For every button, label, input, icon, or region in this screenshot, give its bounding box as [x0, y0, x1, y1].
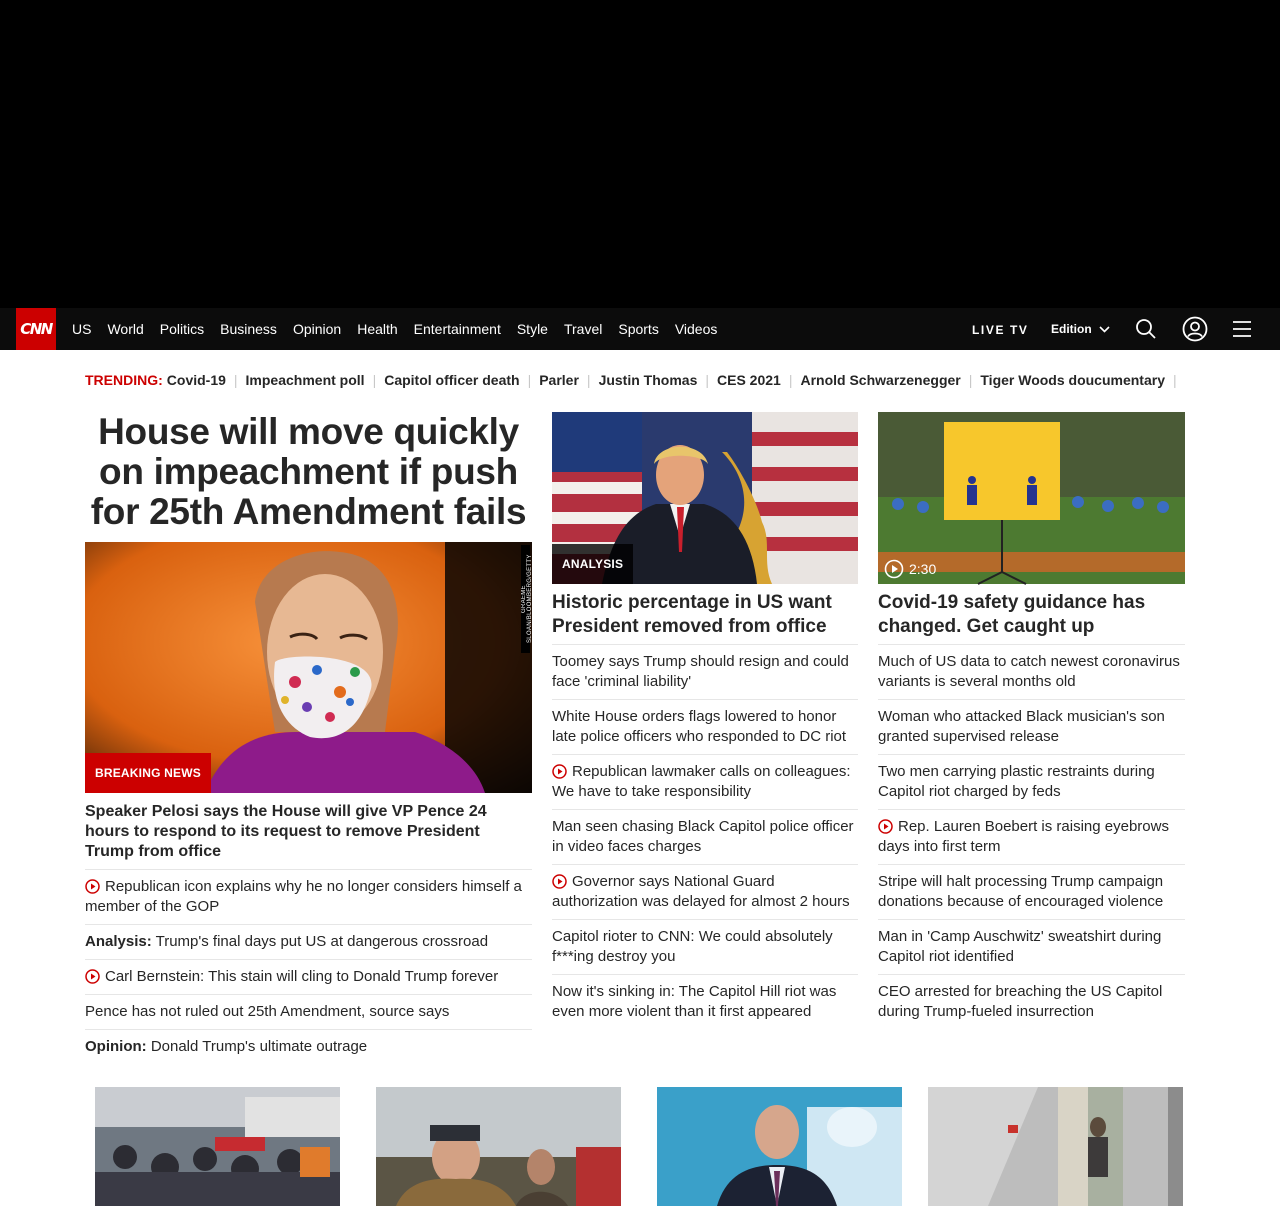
story-text: [878, 762, 1185, 802]
trending-separator: |: [1173, 372, 1177, 388]
story-headline: Governor says National Guard authorization was delayed for almost 2 hours: [552, 873, 850, 910]
story-text: [878, 927, 1185, 967]
lead-column: [85, 411, 539, 1064]
video-duration: [884, 559, 936, 579]
trending-separator: |: [968, 372, 973, 388]
nav-link-politics[interactable]: Politics: [159, 321, 205, 337]
story-text: [85, 1002, 532, 1022]
trending-item[interactable]: Impeachment poll: [245, 372, 365, 388]
story-text: [85, 877, 532, 917]
story-headline: Republican lawmaker calls on colleagues: We have to take responsibility: [552, 763, 851, 800]
story-link[interactable]: [878, 645, 1185, 700]
trending-item[interactable]: CES 2021: [717, 372, 781, 388]
analysis-story-list: [552, 645, 858, 1029]
story-link[interactable]: [552, 700, 858, 755]
story-link[interactable]: [85, 995, 532, 1030]
story-link[interactable]: [552, 975, 858, 1029]
trump-analysis-image[interactable]: [552, 412, 858, 584]
story-text: [552, 762, 858, 802]
story-link[interactable]: [878, 810, 1185, 865]
lead-story-list: [85, 870, 532, 1064]
story-link[interactable]: [85, 1030, 532, 1064]
trending-separator: |: [586, 372, 591, 388]
video-play-icon: [552, 874, 567, 889]
story-link[interactable]: [878, 700, 1185, 755]
story-text: [552, 872, 858, 912]
analysis-headline[interactable]: Historic percentage in US want President removed from office: [552, 584, 858, 645]
covid-story-list: [878, 645, 1185, 1029]
analysis-badge: ANALYSIS: [552, 544, 633, 584]
story-link[interactable]: [878, 755, 1185, 810]
story-headline: Pence has not ruled out 25th Amendment, source says: [85, 1003, 450, 1020]
trending-item[interactable]: Covid-19: [166, 372, 226, 388]
story-headline: Two men carrying plastic restraints during Capitol riot charged by feds: [878, 763, 1155, 800]
story-headline: Rep. Lauren Boebert is raising eyebrows days into first term: [878, 818, 1169, 855]
story-headline: Stripe will halt processing Trump campaign donations because of encouraged violence: [878, 873, 1164, 910]
nav-link-entertainment[interactable]: Entertainment: [413, 321, 501, 337]
story-headline: Donald Trump's ultimate outrage: [146, 1038, 368, 1055]
story-kicker: Analysis:: [85, 933, 152, 950]
story-link[interactable]: [85, 925, 532, 960]
story-headline: Trump's final days put US at dangerous crossroad: [151, 933, 489, 950]
edition-selector[interactable]: [1051, 308, 1110, 350]
story-text: [552, 652, 858, 692]
trending-item[interactable]: Capitol officer death: [384, 372, 520, 388]
capitol-rioter-thumbnail[interactable]: [376, 1087, 621, 1206]
story-kicker: Opinion:: [85, 1038, 147, 1055]
video-play-icon: [878, 819, 893, 834]
story-link[interactable]: [878, 975, 1185, 1029]
nav-link-health[interactable]: Health: [357, 321, 398, 337]
menu-icon[interactable]: [1231, 317, 1255, 341]
live-tv-link[interactable]: LIVE TV: [972, 323, 1029, 337]
story-headline: Capitol rioter to CNN: We could absolutely f***ing destroy you: [552, 928, 833, 965]
story-text: [85, 1037, 532, 1057]
story-headline: White House orders flags lowered to honor late police officers who responded to DC riot: [552, 708, 847, 745]
story-text: [878, 982, 1185, 1022]
analysis-column: [552, 412, 858, 1029]
story-headline: Much of US data to catch newest coronavirus variants is several months old: [878, 653, 1180, 690]
jake-tapper-thumbnail[interactable]: [657, 1087, 902, 1206]
covid-column: [878, 412, 1185, 1029]
cnn-logo[interactable]: CNN: [16, 308, 56, 350]
trending-item[interactable]: Parler: [539, 372, 579, 388]
nav-link-style[interactable]: Style: [516, 321, 548, 337]
story-text: [85, 967, 532, 987]
search-icon[interactable]: [1134, 317, 1158, 341]
trending-item[interactable]: Justin Thomas: [598, 372, 698, 388]
nav-link-opinion[interactable]: Opinion: [292, 321, 342, 337]
story-text: [878, 872, 1185, 912]
photo-credit: GRAEME SLOAN/BLOOMBERG/GETTY IMAGES: [521, 545, 530, 653]
lead-story-link[interactable]: Speaker Pelosi says the House will give VP Pence 24 hours to respond to its request to remove President Trump from office: [85, 793, 532, 870]
trending-item[interactable]: Tiger Woods doucumentary: [980, 372, 1165, 388]
video-play-icon: [552, 764, 567, 779]
video-play-icon: [85, 969, 100, 984]
chevron-down-icon: [1099, 326, 1110, 333]
banner-headline[interactable]: House will move quickly on impeachment if push for 25th Amendment fails: [90, 411, 527, 532]
story-text: [552, 927, 858, 967]
play-circle-icon: [884, 559, 904, 579]
trending-bar: [85, 372, 1195, 388]
trending-separator: |: [705, 372, 709, 388]
trending-label: TRENDING:: [85, 372, 163, 388]
nav-link-sports[interactable]: Sports: [618, 321, 659, 337]
story-headline: Now it's sinking in: The Capitol Hill riot was even more violent than it first appeared: [552, 983, 837, 1020]
nav-links: [64, 308, 725, 350]
duration-label: 2:30: [909, 561, 937, 577]
story-link[interactable]: [85, 960, 532, 995]
story-link[interactable]: [85, 870, 532, 925]
story-text: [878, 652, 1185, 692]
nav-link-videos[interactable]: Videos: [674, 321, 718, 337]
trending-separator: |: [527, 372, 532, 388]
covid-video-thumbnail[interactable]: [878, 412, 1185, 584]
story-headline: Republican icon explains why he no longer considers himself a member of the GOP: [85, 878, 522, 915]
nav-link-travel[interactable]: Travel: [563, 321, 603, 337]
top-navigation: [0, 308, 1280, 350]
story-link[interactable]: [552, 920, 858, 975]
story-headline: Man seen chasing Black Capitol police officer in video faces charges: [552, 818, 854, 855]
story-text: [878, 817, 1185, 857]
pelosi-hero-image[interactable]: [85, 542, 539, 793]
story-headline: Man in 'Camp Auschwitz' sweatshirt during Capitol riot identified: [878, 928, 1162, 965]
story-link[interactable]: [552, 810, 858, 865]
story-text: [85, 932, 532, 952]
top-ad-slot: [0, 0, 1280, 308]
trending-separator: |: [372, 372, 377, 388]
trending-item[interactable]: Arnold Schwarzenegger: [800, 372, 961, 388]
story-headline: Carl Bernstein: This stain will cling to Donald Trump forever: [105, 968, 499, 985]
capitol-crowd-thumbnail[interactable]: [95, 1087, 340, 1206]
nav-link-us[interactable]: US: [72, 321, 92, 337]
breaking-news-badge: BREAKING NEWS: [85, 753, 211, 793]
story-headline: Toomey says Trump should resign and could face 'criminal liability': [552, 653, 849, 690]
story-headline: CEO arrested for breaching the US Capitol during Trump-fueled insurrection: [878, 983, 1163, 1020]
account-icon[interactable]: [1182, 316, 1208, 342]
video-play-icon: [85, 879, 100, 894]
story-text: [552, 817, 858, 857]
capitol-hallway-thumbnail[interactable]: [928, 1087, 1183, 1206]
trending-separator: |: [788, 372, 793, 388]
story-text: [878, 707, 1185, 747]
edition-label: Edition: [1051, 322, 1092, 336]
story-link[interactable]: [552, 865, 858, 920]
trending-separator: |: [233, 372, 238, 388]
story-headline: Woman who attacked Black musician's son granted supervised release: [878, 708, 1165, 745]
story-text: [552, 982, 858, 1022]
story-link[interactable]: [552, 645, 858, 700]
story-link[interactable]: [878, 920, 1185, 975]
story-link[interactable]: [878, 865, 1185, 920]
nav-link-business[interactable]: Business: [220, 321, 277, 337]
story-link[interactable]: [552, 755, 858, 810]
story-text: [552, 707, 858, 747]
covid-headline[interactable]: Covid-19 safety guidance has changed. Get caught up: [878, 584, 1185, 645]
nav-link-world[interactable]: World: [107, 321, 144, 337]
